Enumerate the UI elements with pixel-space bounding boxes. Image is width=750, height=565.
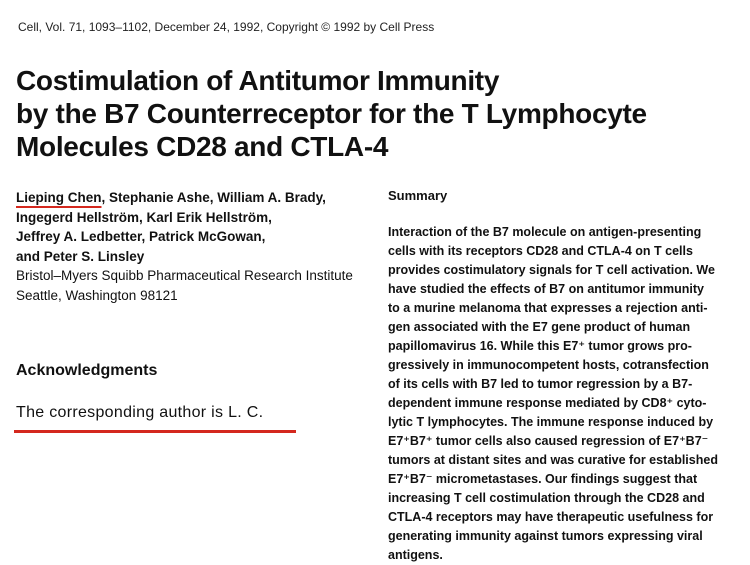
summary-line: antigens. [388,548,443,562]
author-block [16,188,376,305]
summary-line: Interaction of the B7 molecule on antigen-presenting [388,225,702,239]
author-line: and Peter S. Linsley [16,248,145,264]
acknowledgments-heading: Acknowledgments [16,362,158,379]
summary-text [388,223,738,565]
affiliation [16,266,376,305]
title-line: Molecules CD28 and CTLA-4 [16,131,389,162]
summary-line: have studied the effects of B7 on antitumor immunity [388,282,705,296]
author-list [16,188,376,266]
author-line [16,188,376,208]
author-line: Jeffrey A. Ledbetter, Patrick McGowan, [16,229,266,244]
summary-line: to a murine melanoma that expresses a rejection anti- [388,301,708,315]
summary-line: increasing T cell costimulation through the CD28 and [388,491,705,505]
summary-line: generating immunity against tumors expressing viral [388,529,703,543]
summary-line: gen associated with the E7 gene product of human [388,320,691,334]
affiliation-line: Bristol–Myers Squibb Pharmaceutical Research Institute [16,268,353,283]
article-title [16,64,741,163]
summary-line: cells with its receptors CD28 and CTLA-4 on T cells [388,244,693,258]
summary-line: tumors at distant sites and was curative for established [388,453,718,467]
acknowledgments-text: The corresponding author is L. C. [16,404,264,421]
affiliation-line: Seattle, Washington 98121 [16,287,178,303]
first-author: Lieping Chen [16,190,102,205]
title-line: by the B7 Counterreceptor for the T Lymphocyte [16,98,647,129]
author-names: , Stephanie Ashe, William A. Brady, [101,190,326,205]
summary-line: of its cells with B7 led to tumor regression by a B7- [388,377,693,391]
summary-line: papillomavirus 16. While this E7⁺ tumor grows pro- [388,339,692,353]
author-line: Ingegerd Hellström, Karl Erik Hellström, [16,209,272,225]
summary-line: E7⁺B7⁺ tumor cells also caused regression of E7⁺B7⁻ [388,434,709,448]
summary-line: gressively in immunocompetent hosts, cotransfection [388,358,709,372]
summary-heading: Summary [388,188,448,203]
title-line: Costimulation of Antitumor Immunity [16,65,500,96]
summary-line: provides costimulatory signals for T cell activation. We [388,263,715,277]
red-underline-mark [14,430,296,433]
summary-line: E7⁺B7⁻ micrometastases. Our findings suggest that [388,472,698,486]
summary-line: dependent immune response mediated by CD8⁺ cyto- [388,396,707,410]
summary-line: lytic T lymphocytes. The immune response induced by [388,415,714,429]
summary-line: CTLA-4 receptors may have therapeutic usefulness for [388,510,714,524]
journal-citation: Cell, Vol. 71, 1093–1102, December 24, 1992, Copyright © 1992 by Cell Press [18,20,435,34]
